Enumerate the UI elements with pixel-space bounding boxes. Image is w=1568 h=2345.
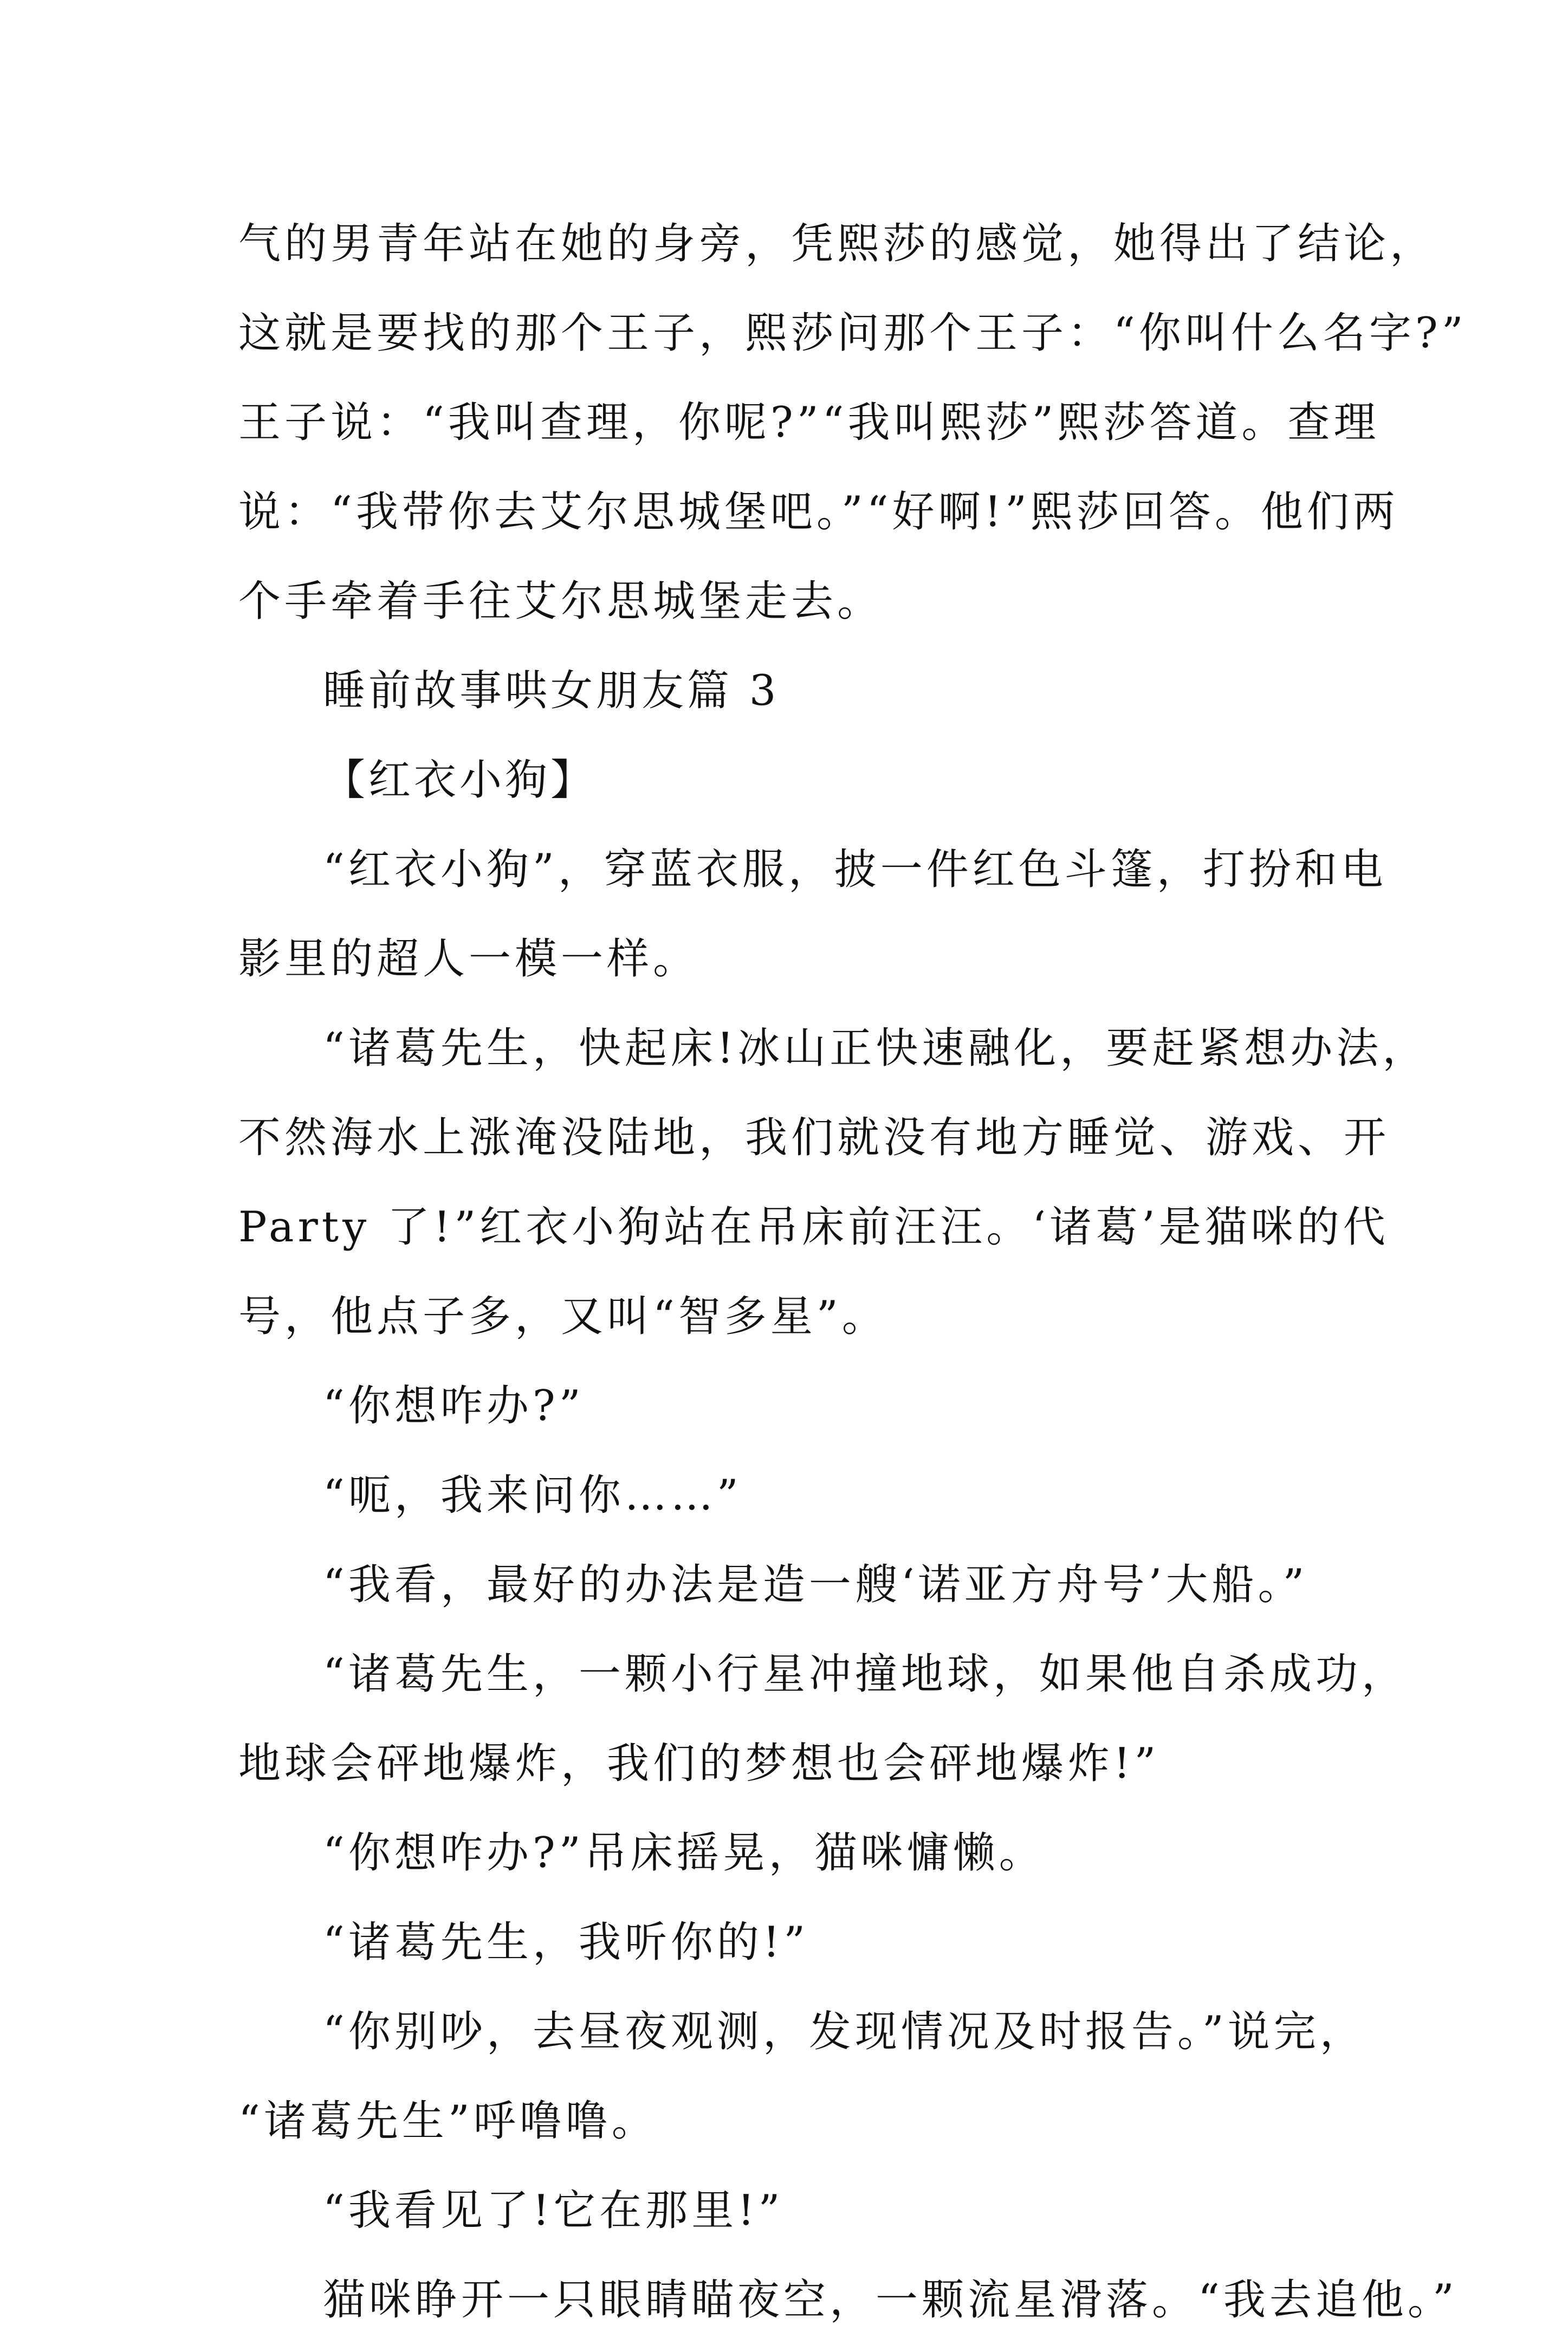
paragraph-line: “你别吵，去昼夜观测，发现情况及时报告。”说完，	[323, 2007, 1366, 2056]
paragraph-line: 说：“我带你去艾尔思城堡吧。”“好啊!”熙莎回答。他们两	[238, 488, 1399, 536]
paragraph-line: 号，他点子多，又叫“智多星”。	[238, 1292, 888, 1341]
paragraph-line: “诸葛先生”呼噜噜。	[238, 2097, 658, 2146]
paragraph-line: “诸葛先生，快起床!冰山正快速融化，要赶紧想办法，	[323, 1024, 1429, 1073]
paragraph-line: “你想咋办?”吊床摇晃，猫咪慵懒。	[323, 1829, 1045, 1877]
paragraph-line: “我看见了!它在那里!”	[323, 2186, 784, 2235]
paragraph-line: 气的男青年站在她的身旁，凭熙莎的感觉，她得出了结论，	[238, 219, 1436, 268]
paragraph-line: 地球会砰地爆炸，我们的梦想也会砰地爆炸!”	[238, 1739, 1160, 1788]
paragraph-line: 影里的超人一模一样。	[238, 935, 699, 983]
paragraph-line: 王子说：“我叫查理，你呢?”“我叫熙莎”熙莎答道。查理	[238, 398, 1380, 447]
section-title: 睡前故事哄女朋友篇 3	[323, 666, 780, 715]
paragraph-line: “我看，最好的办法是造一艘‘诺亚方舟号’大船。”	[323, 1560, 1308, 1609]
paragraph-line: “呃，我来问你……”	[323, 1471, 742, 1520]
paragraph-line: “你想咋办?”	[323, 1382, 585, 1430]
paragraph-line: 这就是要找的那个王子，熙莎问那个王子：“你叫什么名字?”	[238, 309, 1467, 358]
paragraph-line: “诸葛先生，一颗小行星冲撞地球，如果他自杀成功，	[323, 1650, 1408, 1699]
paragraph-line: 猫咪睁开一只眼睛瞄夜空，一颗流星滑落。“我去追他。”	[323, 2276, 1458, 2324]
paragraph-line: 个手牵着手往艾尔思城堡走去。	[238, 577, 884, 626]
story-text	[238, 199, 1467, 2345]
paragraph-line: 不然海水上涨淹没陆地，我们就没有地方睡觉、游戏、开	[238, 1113, 1390, 1162]
paragraph-line: “红衣小狗”，穿蓝衣服，披一件红色斗篷，打扮和电	[323, 845, 1387, 894]
paragraph-line: “诸葛先生，我听你的!”	[323, 1918, 809, 1967]
story-title: 【红衣小狗】	[323, 756, 597, 805]
paragraph-line: Party 了!”红衣小狗站在吊床前汪汪。‘诸葛’是猫咪的代	[238, 1203, 1389, 1252]
